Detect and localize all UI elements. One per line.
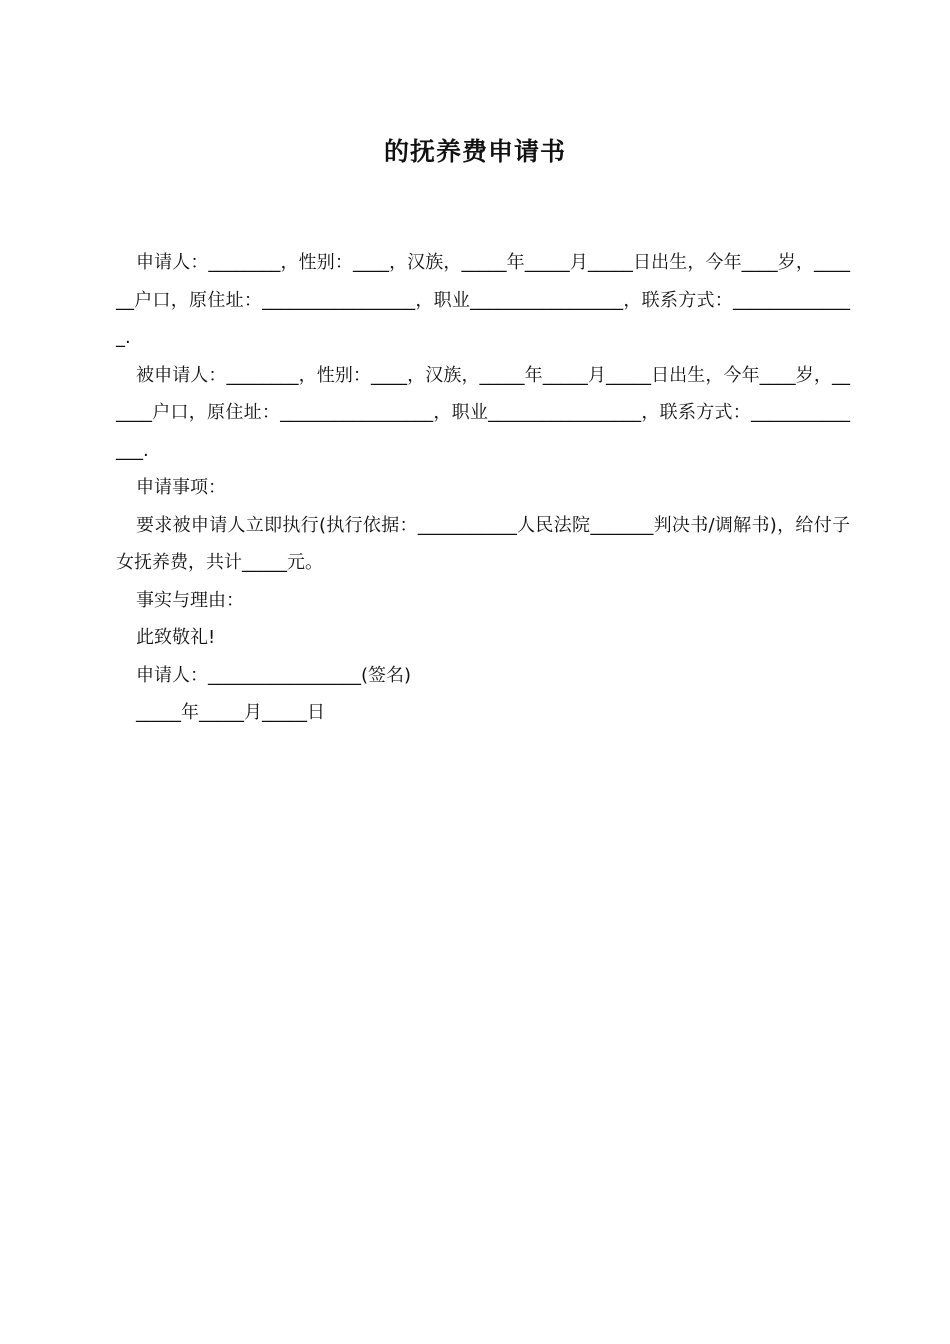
applicant-info-paragraph: 申请人：________，性别：____，汉族，_____年_____月_____日出生，今年____岁，______户口，原住址：_________________，职业_________________，联系方式：______________. <box>116 252 850 348</box>
request-items-paragraph: 要求被申请人立即执行(执行依据：___________人民法院_______判决书/调解书)，给付子女抚养费，共计_____元。 <box>116 514 850 573</box>
request-items-heading: 申请事项： <box>136 477 226 498</box>
date-line: _____年_____月_____日 <box>136 702 325 723</box>
closing-salutation: 此致敬礼! <box>136 627 216 648</box>
document-body <box>116 244 850 732</box>
signature-line: 申请人：_________________(签名) <box>136 664 412 686</box>
respondent-info-paragraph: 被申请人：________，性别：____，汉族，_____年_____月_____日出生，今年____岁，______户口，原住址：_________________，职业_________________，联系方式：______________. <box>116 364 850 461</box>
document-title: 的抚养费申请书 <box>383 137 566 166</box>
facts-reasons-heading: 事实与理由： <box>136 589 244 611</box>
